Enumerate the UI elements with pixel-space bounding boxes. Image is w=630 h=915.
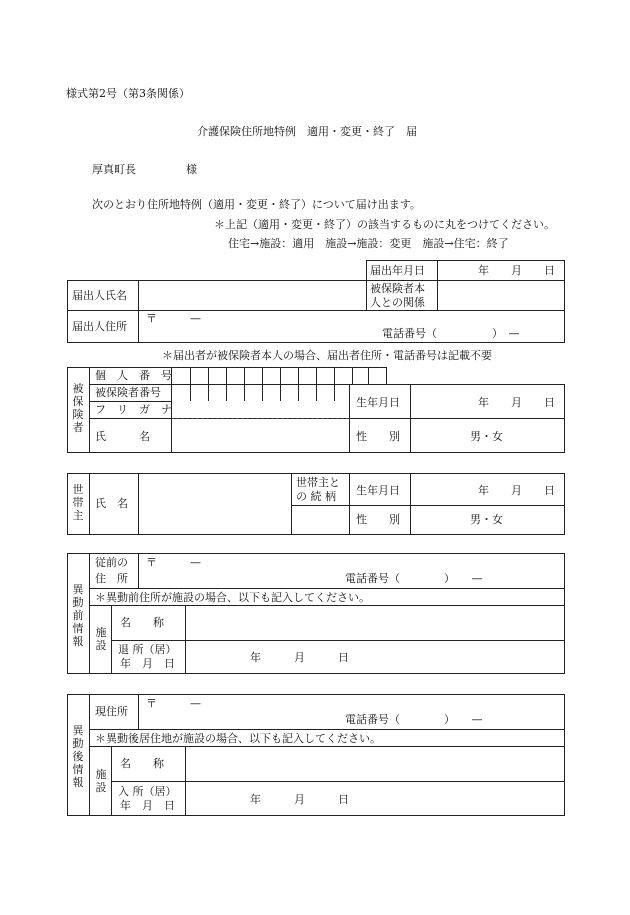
current-facility-label: 施 設 [95,768,107,794]
householder-birthdate-field[interactable]: 年 月 日 [478,484,555,497]
admission-date-label-line1: 入 所（居） [118,785,177,798]
intro-text: 次のとおり住所地特例（適用・変更・終了）について届け出ます。 [92,198,421,211]
insured-section-label: 被 保 険 者 [72,382,84,434]
current-facility-name-label: 名 称 [120,757,164,770]
prior-address-label-line2: 住 所 [95,572,128,585]
prior-address-label-line1: 従前の [95,556,128,569]
householder-name-label: 氏 名 [95,497,128,510]
discharge-date-label-line2: 年 月 日 [120,657,175,670]
admission-date-label-line2: 年 月 日 [120,799,175,812]
form-number: 様式第2号（第3条関係） [66,87,190,100]
prior-facility-note: ＊異動前住所が施設の場合、以下も記入してください。 [95,591,370,604]
householder-relation-line2: の 続 柄 [296,490,336,503]
notifier-note: ＊届出者が被保険者本人の場合、届出者住所・電話番号は記載不要 [162,349,492,362]
notifier-address-label: 届出人住所 [72,320,127,333]
personal-number-label: 個 人 番 号 [95,369,172,382]
insured-name-label: 氏 名 [95,430,150,443]
householder-section-label: 世 帯 主 [72,483,84,522]
notifier-postal-field[interactable]: 〒 — [146,312,201,325]
addressee: 厚真町長 [92,163,136,176]
before-section-label: 異 動 前 情 報 [72,583,84,648]
prior-facility-label: 施 設 [95,626,107,652]
current-phone-field[interactable]: 電話番号（ ） — [345,713,483,726]
prior-facility-name-label: 名 称 [120,616,164,629]
prior-phone-field[interactable]: 電話番号（ ） — [345,572,483,585]
form-title: 介護保険住所地特例 適用・変更・終了 届 [197,125,417,138]
birthdate-label: 生年月日 [356,396,400,409]
discharge-date-field[interactable]: 年 月 日 [250,651,349,664]
insured-number-label: 被保険者番号 [95,386,161,399]
householder-sex-label: 性 別 [356,513,400,526]
instruction-note: ＊上記（適用・変更・終了）の該当するものに丸をつけてください。 [214,218,555,231]
notification-date-field[interactable]: 年 月 日 [478,264,555,277]
relation-label-line1: 被保険者本 [370,282,425,295]
notifier-name-label: 届出人氏名 [72,289,127,302]
discharge-date-label-line1: 退 所（居） [118,643,177,656]
current-postal-field[interactable]: 〒 — [146,697,201,710]
admission-date-field[interactable]: 年 月 日 [250,793,349,806]
case-legend: 住宅→施設：適用 施設→施設：変更 施設→住宅：終了 [228,237,509,250]
notification-date-label: 届出年月日 [370,264,425,277]
birthdate-field[interactable]: 年 月 日 [478,396,555,409]
prior-postal-field[interactable]: 〒 — [146,556,201,569]
householder-relation-line1: 世帯主と [296,476,340,489]
current-facility-note: ＊異動後居住地が施設の場合、以下も記入してください。 [95,732,381,745]
relation-label-line2: 人との関係 [370,296,425,309]
after-section-label: 異 動 後 情 報 [72,724,84,789]
sex-label: 性 別 [356,430,400,443]
householder-birthdate-label: 生年月日 [356,484,400,497]
sex-field[interactable]: 男・女 [470,430,503,443]
honorific: 様 [186,163,197,176]
notifier-phone-field[interactable]: 電話番号（ ） — [382,327,520,340]
householder-sex-field[interactable]: 男・女 [470,513,503,526]
furigana-label: フ リ ガ ナ [95,403,172,416]
current-address-label: 現住所 [95,705,128,718]
